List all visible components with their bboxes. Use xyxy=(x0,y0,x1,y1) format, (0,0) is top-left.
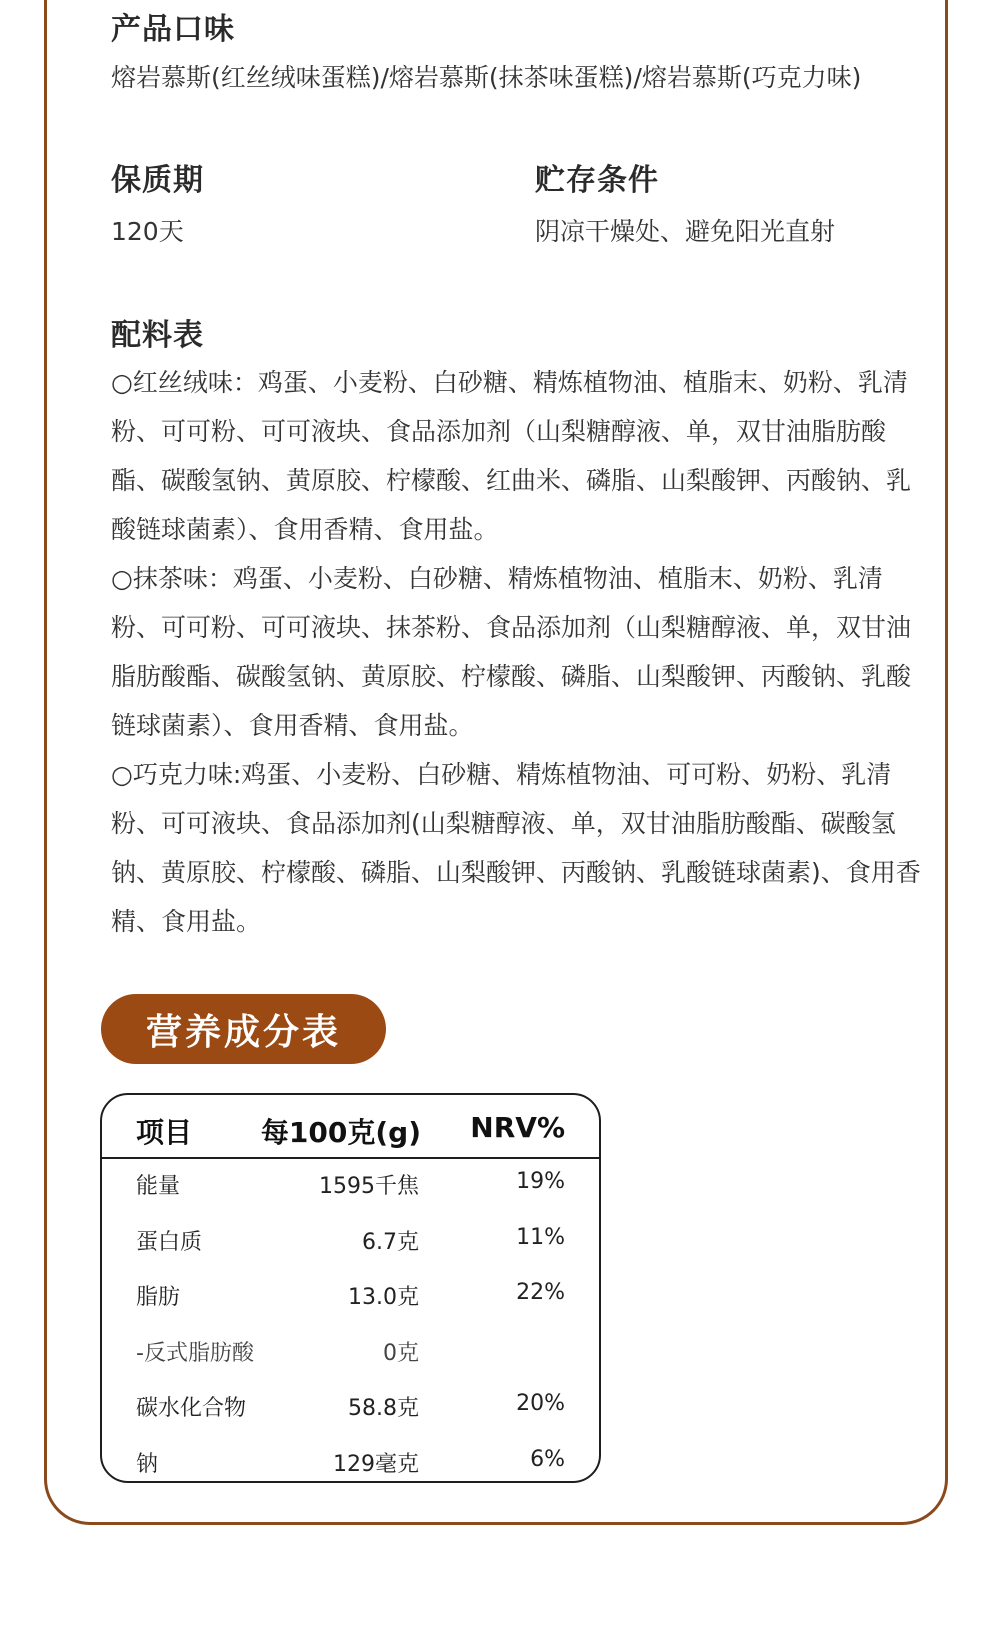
shelf-life-value: 120天 xyxy=(111,217,184,246)
ingredients-list xyxy=(111,358,931,946)
table-row xyxy=(102,1159,599,1215)
row-name: 钠 xyxy=(136,1451,159,1477)
table-row xyxy=(102,1381,599,1437)
header-per-100g: 每100克(g) xyxy=(260,1116,421,1149)
row-nrv: 20% xyxy=(516,1391,565,1416)
ingredients-red-velvet: ○红丝绒味：鸡蛋、小麦粉、白砂糖、精炼植物油、植脂末、奶粉、乳清粉、可可粉、可可液块、食品添加剂（山梨糖醇液、单，双甘油脂肪酸酯、碳酸氢钠、黄原胶、柠檬酸、红曲米、磷脂、山梨酸钾、丙酸钠、乳酸链球菌素）、食用香精、食用盐。 xyxy=(111,368,912,544)
table-row xyxy=(102,1270,599,1326)
row-amount: 13.0克 xyxy=(348,1285,419,1310)
row-nrv: 11% xyxy=(516,1224,565,1250)
nutrition-table xyxy=(100,1093,601,1483)
row-name: 碳水化合物 xyxy=(136,1396,247,1421)
ingredients-chocolate: ○巧克力味:鸡蛋、小麦粉、白砂糖、精炼植物油、可可粉、奶粉、乳清粉、可可液块、食品添加剂(山梨糖醇液、单，双甘油脂肪酸酯、碳酸氢钠、黄原胶、柠檬酸、磷脂、山梨酸钾、丙酸钠、乳酸链球菌素)、食用香精、食用盐。 xyxy=(111,760,921,936)
flavor-title: 产品口味 xyxy=(111,12,235,47)
row-nrv: 22% xyxy=(516,1280,565,1305)
header-item: 项目 xyxy=(136,1116,193,1149)
header-nrv: NRV% xyxy=(470,1111,565,1144)
nutrition-title-badge: 营养成分表 xyxy=(101,994,386,1064)
ingredients-title: 配料表 xyxy=(111,318,204,353)
flavor-value: 熔岩慕斯(红丝绒味蛋糕)/熔岩慕斯(抹茶味蛋糕)/熔岩慕斯(巧克力味) xyxy=(111,63,862,92)
ingredients-matcha: ○抹茶味：鸡蛋、小麦粉、白砂糖、精炼植物油、植脂末、奶粉、乳清粉、可可粉、可可液块、抹茶粉、食品添加剂（山梨糖醇液、单，双甘油脂肪酸酯、碳酸氢钠、黄原胶、柠檬酸、磷脂、山梨酸钾、丙酸钠、乳酸链球菌素）、食用香精、食用盐。 xyxy=(111,564,912,740)
row-nrv: 19% xyxy=(516,1169,565,1194)
row-name: -反式脂肪酸 xyxy=(136,1340,254,1366)
row-amount: 58.8克 xyxy=(348,1396,419,1421)
storage-value: 阴凉干燥处、避免阳光直射 xyxy=(535,217,836,246)
row-amount: 6.7克 xyxy=(362,1229,419,1255)
row-name: 能量 xyxy=(136,1174,181,1199)
storage-title: 贮存条件 xyxy=(535,163,659,198)
row-name: 蛋白质 xyxy=(136,1229,203,1255)
row-amount: 129毫克 xyxy=(333,1451,419,1477)
table-row xyxy=(102,1437,599,1484)
shelf-life-title: 保质期 xyxy=(111,163,204,198)
row-amount: 0克 xyxy=(383,1340,419,1366)
row-nrv: 6% xyxy=(530,1446,565,1472)
table-row xyxy=(102,1326,599,1382)
row-name: 脂肪 xyxy=(136,1285,181,1310)
table-row xyxy=(102,1215,599,1271)
row-amount: 1595千焦 xyxy=(319,1174,419,1199)
nutrition-table-header xyxy=(102,1095,599,1159)
